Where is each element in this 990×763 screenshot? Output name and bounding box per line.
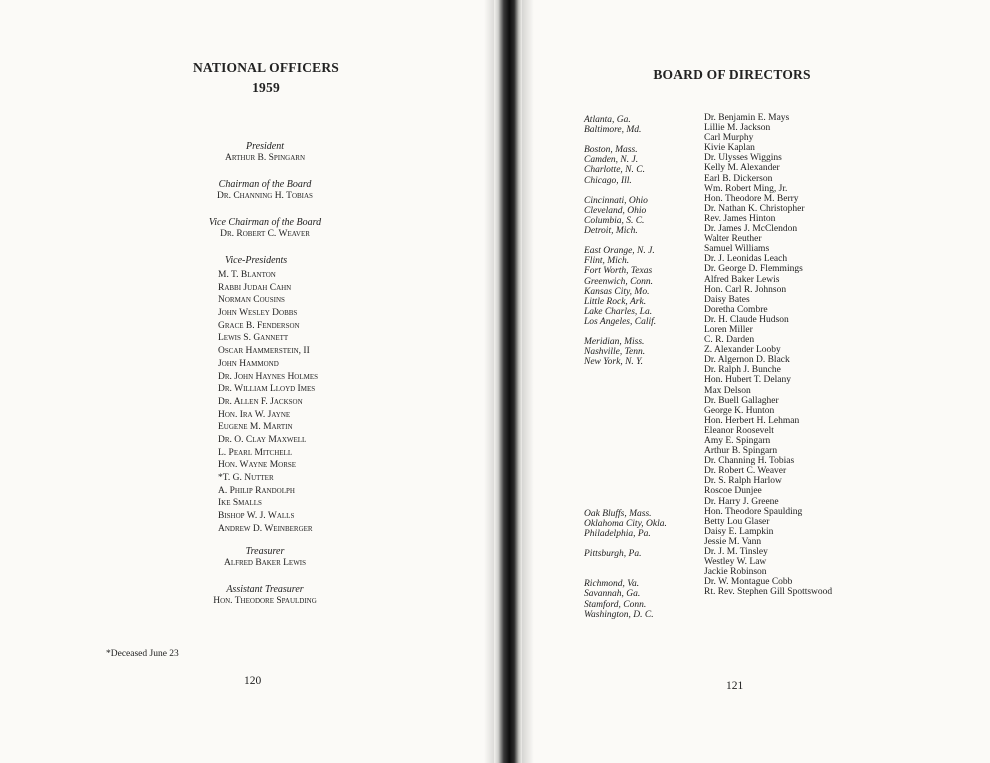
- director-name: George K. Hunton: [704, 405, 775, 416]
- director-name: Daisy E. Lampkin: [704, 526, 774, 537]
- year: 1959: [252, 80, 280, 95]
- vice-president-name: A. Philip Randolph: [218, 485, 295, 496]
- city-label: Kansas City, Mo.: [584, 286, 650, 297]
- page-number: 120: [244, 675, 262, 687]
- director-name: Hon. Herbert H. Lehman: [704, 415, 800, 426]
- city-label: Cincinnati, Ohio: [584, 195, 648, 206]
- footnote: *Deceased June 23: [106, 649, 179, 659]
- city-label: Meridian, Miss.: [584, 337, 645, 348]
- director-name: Hon. Carl R. Johnson: [704, 284, 787, 295]
- city-label: [584, 428, 667, 438]
- director-name: Daisy Bates: [704, 294, 750, 305]
- assistant-treasurer-name: Hon. Theodore Spaulding: [213, 596, 317, 606]
- city-label: [584, 478, 667, 488]
- city-label: [584, 388, 667, 398]
- city-label: [584, 186, 667, 196]
- city-label: Charlotte, N. C.: [584, 165, 645, 176]
- director-name: Dr. Nathan K. Christopher: [704, 203, 805, 214]
- page-number: 121: [726, 680, 744, 692]
- city-label: Lake Charles, La.: [584, 306, 653, 317]
- vice-president-name: Dr. William Lloyd Imes: [218, 384, 316, 395]
- director-name: Dr. Benjamin E. Mays: [704, 113, 790, 123]
- city-label: Boston, Mass.: [584, 145, 638, 156]
- vice-president-name: *T. G. Nutter: [218, 473, 274, 483]
- director-name: Z. Alexander Looby: [704, 345, 781, 356]
- assistant-treasurer-role: Assistant Treasurer: [226, 584, 304, 595]
- page-title: NATIONAL OFFICERS: [192, 60, 340, 75]
- vice-president-name: Hon. Wayne Morse: [218, 460, 297, 471]
- director-name: Kivie Kaplan: [704, 143, 755, 154]
- city-label: New York, N. Y.: [584, 357, 643, 368]
- city-label: Savannah, Ga.: [584, 589, 641, 600]
- city-label: [584, 488, 667, 498]
- city-label: Washington, D. C.: [584, 609, 654, 620]
- vice-presidents-list: [218, 269, 318, 535]
- director-name: Loren Miller: [704, 324, 753, 335]
- city-label: Cleveland, Ohio: [584, 205, 647, 216]
- vice-chairman-name: Dr. Robert C. Weaver: [220, 229, 310, 239]
- vice-president-name: Hon. Ira W. Jayne: [218, 409, 291, 420]
- city-label: Flint, Mich.: [584, 256, 630, 267]
- director-name: Dr. Ulysses Wiggins: [704, 153, 782, 164]
- vice-president-name: Eugene M. Martin: [218, 422, 293, 433]
- city-label: [584, 458, 667, 468]
- vice-president-name: John Hammond: [218, 358, 279, 369]
- city-label: [584, 559, 667, 569]
- city-label: East Orange, N. J.: [584, 246, 655, 257]
- city-label: Stamford, Conn.: [584, 599, 647, 610]
- director-name: Hon. Theodore M. Berry: [704, 193, 799, 204]
- vice-president-name: Oscar Hammerstein, II: [218, 346, 310, 357]
- city-label: Oklahoma City, Okla.: [584, 518, 667, 529]
- city-label: Los Angeles, Calif.: [584, 316, 657, 327]
- director-name: Doretha Combre: [704, 304, 768, 315]
- director-name: Dr. Ralph J. Bunche: [704, 365, 781, 376]
- president-role: President: [246, 141, 284, 152]
- director-name: Dr. W. Montague Cobb: [704, 577, 793, 588]
- director-name: Kelly M. Alexander: [704, 163, 780, 174]
- vice-president-name: Grace B. Fenderson: [218, 320, 300, 331]
- city-label: Pittsburgh, Pa.: [584, 549, 642, 560]
- director-name: Betty Lou Glaser: [704, 516, 770, 527]
- director-name: Dr. J. M. Tinsley: [704, 547, 768, 558]
- director-name: Max Delson: [704, 385, 751, 396]
- city-label: Chicago, Ill.: [584, 175, 632, 186]
- page-title: BOARD OF DIRECTORS: [653, 67, 811, 82]
- city-label: Atlanta, Ga.: [584, 115, 631, 125]
- city-column: [584, 115, 667, 620]
- vice-president-name: Andrew D. Weinberger: [218, 523, 313, 534]
- director-name: Eleanor Roosevelt: [704, 425, 774, 436]
- director-name: Westley W. Law: [704, 557, 767, 568]
- city-label: Greenwich, Conn.: [584, 276, 654, 287]
- director-name: Dr. S. Ralph Harlow: [704, 476, 782, 487]
- director-name: Carl Murphy: [704, 133, 754, 144]
- vice-president-name: M. T. Blanton: [218, 270, 276, 280]
- director-name: Dr. Buell Gallagher: [704, 395, 779, 406]
- director-name: Dr. George D. Flemmings: [704, 264, 803, 275]
- left-page: [0, 0, 494, 763]
- city-label: Nashville, Tenn.: [584, 347, 646, 358]
- city-label: [584, 468, 667, 478]
- director-name: Hon. Hubert T. Delany: [704, 375, 791, 386]
- vice-president-name: Ike Smalls: [218, 498, 262, 509]
- director-name: Dr. Algernon D. Black: [704, 355, 790, 366]
- vice-president-name: Norman Cousins: [218, 295, 285, 306]
- vice-president-name: L. Pearl Mitchell: [218, 447, 293, 458]
- director-name: Dr. James J. McClendon: [704, 224, 798, 235]
- city-label: [584, 398, 667, 408]
- city-label: Baltimore, Md.: [584, 125, 642, 136]
- city-label: Columbia, S. C.: [584, 215, 645, 226]
- city-label: [584, 135, 667, 145]
- director-name: Roscoe Dunjee: [704, 486, 762, 497]
- city-label: [584, 408, 667, 418]
- city-label: Detroit, Mich.: [584, 226, 638, 237]
- vice-president-name: John Wesley Dobbs: [218, 308, 298, 319]
- city-label: [584, 236, 667, 246]
- city-label: [584, 569, 667, 579]
- city-label: Philadelphia, Pa.: [584, 528, 651, 539]
- city-label: [584, 418, 667, 428]
- director-name: Jackie Robinson: [704, 567, 767, 578]
- city-label: Camden, N. J.: [584, 155, 639, 166]
- director-name: Amy E. Spingarn: [704, 436, 771, 446]
- director-name: Lillie M. Jackson: [704, 123, 771, 134]
- director-column: [704, 113, 832, 598]
- book-spine: [494, 0, 522, 763]
- right-page: [522, 0, 990, 763]
- vice-president-name: Dr. O. Clay Maxwell: [218, 434, 307, 445]
- city-label: [584, 327, 667, 337]
- director-name: C. R. Darden: [704, 335, 755, 346]
- city-label: [584, 377, 667, 387]
- director-name: Jessie M. Vann: [704, 536, 762, 547]
- city-label: Fort Worth, Texas: [584, 266, 653, 277]
- director-name: Dr. Channing H. Tobias: [704, 456, 795, 467]
- director-name: Hon. Theodore Spaulding: [704, 506, 803, 517]
- vice-presidents-role: Vice-Presidents: [225, 255, 288, 266]
- director-name: Dr. J. Leonidas Leach: [704, 254, 788, 265]
- chairman-role: Chairman of the Board: [218, 179, 312, 190]
- city-label: [584, 367, 667, 377]
- director-name: Dr. Robert C. Weaver: [704, 466, 787, 477]
- city-label: Little Rock, Ark.: [584, 296, 647, 307]
- city-label: [584, 438, 667, 448]
- director-name: Walter Reuther: [704, 234, 762, 245]
- director-name: Dr. Harry J. Greene: [704, 496, 779, 507]
- city-label: [584, 499, 667, 509]
- treasurer-role: Treasurer: [245, 546, 285, 557]
- vice-president-name: Dr. Allen F. Jackson: [218, 396, 303, 407]
- city-label: [584, 448, 667, 458]
- city-label: [584, 539, 667, 549]
- city-label: Oak Bluffs, Mass.: [584, 508, 652, 519]
- president-name: Arthur B. Spingarn: [224, 153, 306, 163]
- treasurer-name: Alfred Baker Lewis: [223, 558, 307, 568]
- vice-chairman-role: Vice Chairman of the Board: [208, 217, 322, 228]
- director-name: Rt. Rev. Stephen Gill Spottswood: [704, 587, 833, 598]
- city-label: Richmond, Va.: [584, 579, 640, 590]
- vice-president-name: Rabbi Judah Cahn: [218, 282, 292, 293]
- vice-president-name: Bishop W. J. Walls: [218, 511, 295, 522]
- chairman-name: Dr. Channing H. Tobias: [217, 191, 313, 201]
- director-name: Samuel Williams: [704, 244, 770, 255]
- director-name: Dr. H. Claude Hudson: [704, 314, 789, 325]
- vice-president-name: Lewis S. Gannett: [218, 333, 289, 344]
- director-name: Rev. James Hinton: [704, 213, 776, 224]
- director-name: Arthur B. Spingarn: [704, 446, 778, 457]
- director-name: Alfred Baker Lewis: [704, 274, 780, 285]
- director-name: Earl B. Dickerson: [704, 173, 773, 184]
- vice-president-name: Dr. John Haynes Holmes: [218, 371, 319, 382]
- director-name: Wm. Robert Ming, Jr.: [704, 183, 788, 194]
